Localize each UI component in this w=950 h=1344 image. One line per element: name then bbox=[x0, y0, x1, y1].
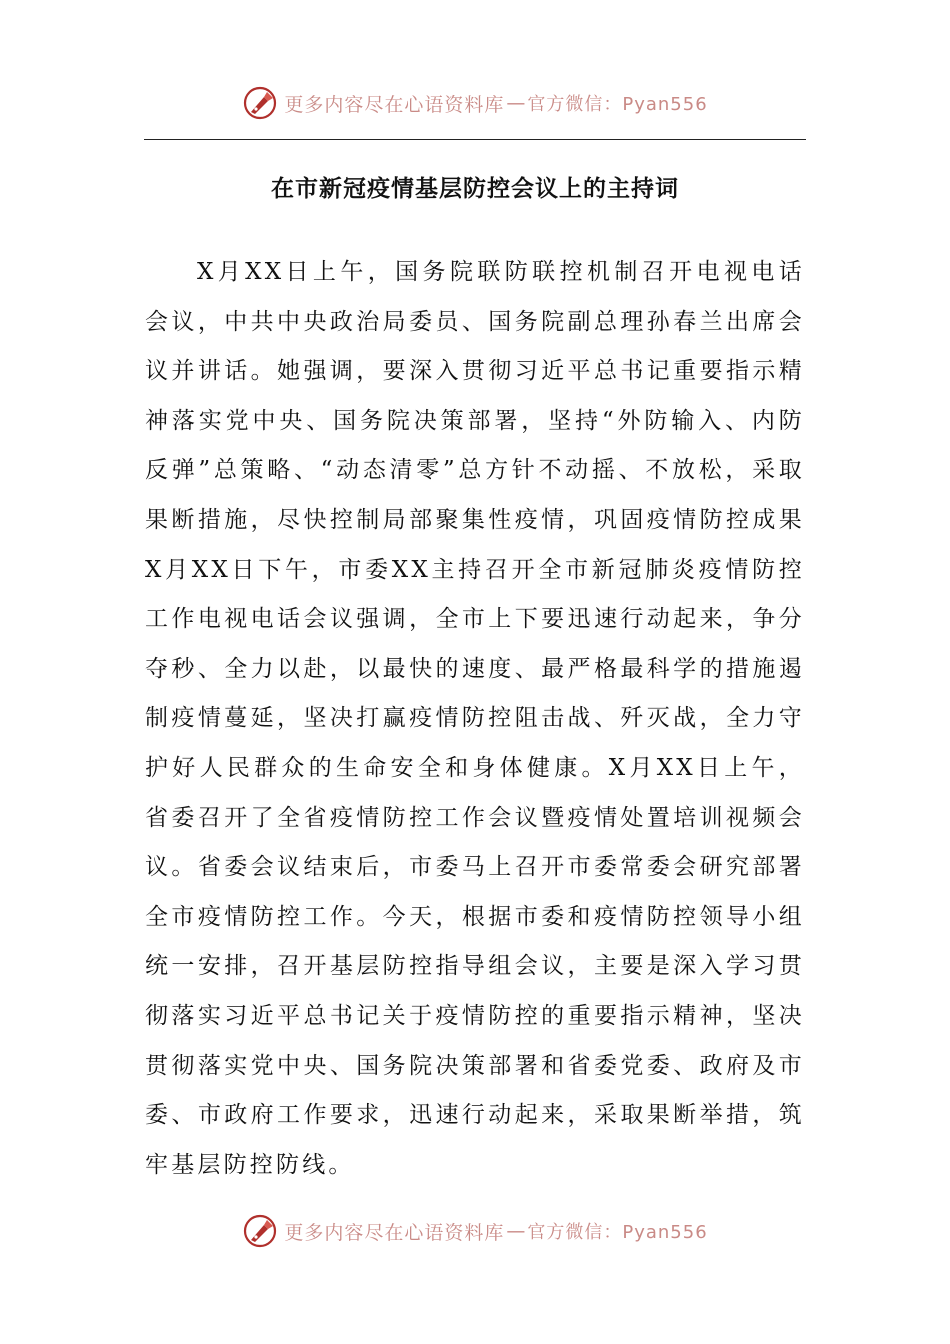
banner-dash: — bbox=[506, 92, 526, 114]
banner-text: 更多内容尽在心语资料库 bbox=[284, 93, 505, 116]
banner-text: 更多内容尽在心语资料库 bbox=[284, 1221, 505, 1244]
banner-dash: — bbox=[506, 1220, 526, 1242]
header-banner bbox=[0, 80, 950, 126]
pen-nib-logo-icon bbox=[242, 85, 278, 121]
banner-contact: 官方微信：Pyan556 bbox=[527, 94, 708, 115]
pen-nib-logo-icon bbox=[242, 1213, 278, 1249]
footer-banner bbox=[0, 1208, 950, 1254]
document-paragraph: X月XX日上午，国务院联防联控机制召开电视电话会议，中共中央政治局委员、国务院副总理孙春兰出席会议并讲话。她强调，要深入贯彻习近平总书记重要指示精神落实党中央、国务院决策部署，坚持“外防输入、内防反弹”总策略、“动态清零”总方针不动摇、不放松，采取果断措施，尽快控制局部聚集性疫情，巩固疫情防控成果X月XX日下午，市委XX主持召开全市新冠肺炎疫情防控工作电视电话会议强调，全市上下要迅速行动起来，争分夺秒、全力以赴，以最快的速度、最严格最科学的措施遏制疫情蔓延，坚决打赢疫情防控阻击战、歼灭战，全力守护好人民群众的生命安全和身体健康。X月XX日上午，省委召开了全省疫情防控工作会议暨疫情处置培训视频会议。省委会议结束后，市委马上召开市委常委会研究部署全市疫情防控工作。今天，根据市委和疫情防控领导小组统一安排，召开基层防控指导组会议，主要是深入学习贯彻落实习近平总书记关于疫情防控的重要指示精神，坚决贯彻落实党中央、国务院决策部署和省委党委、政府及市委、市政府工作要求，迅速行动起来，采取果断举措，筑牢基层防控防线。 bbox=[145, 259, 805, 1178]
document-title: 在市新冠疫情基层防控会议上的主持词 bbox=[271, 175, 679, 202]
header-divider bbox=[144, 139, 806, 140]
banner-contact: 官方微信：Pyan556 bbox=[527, 1222, 708, 1243]
